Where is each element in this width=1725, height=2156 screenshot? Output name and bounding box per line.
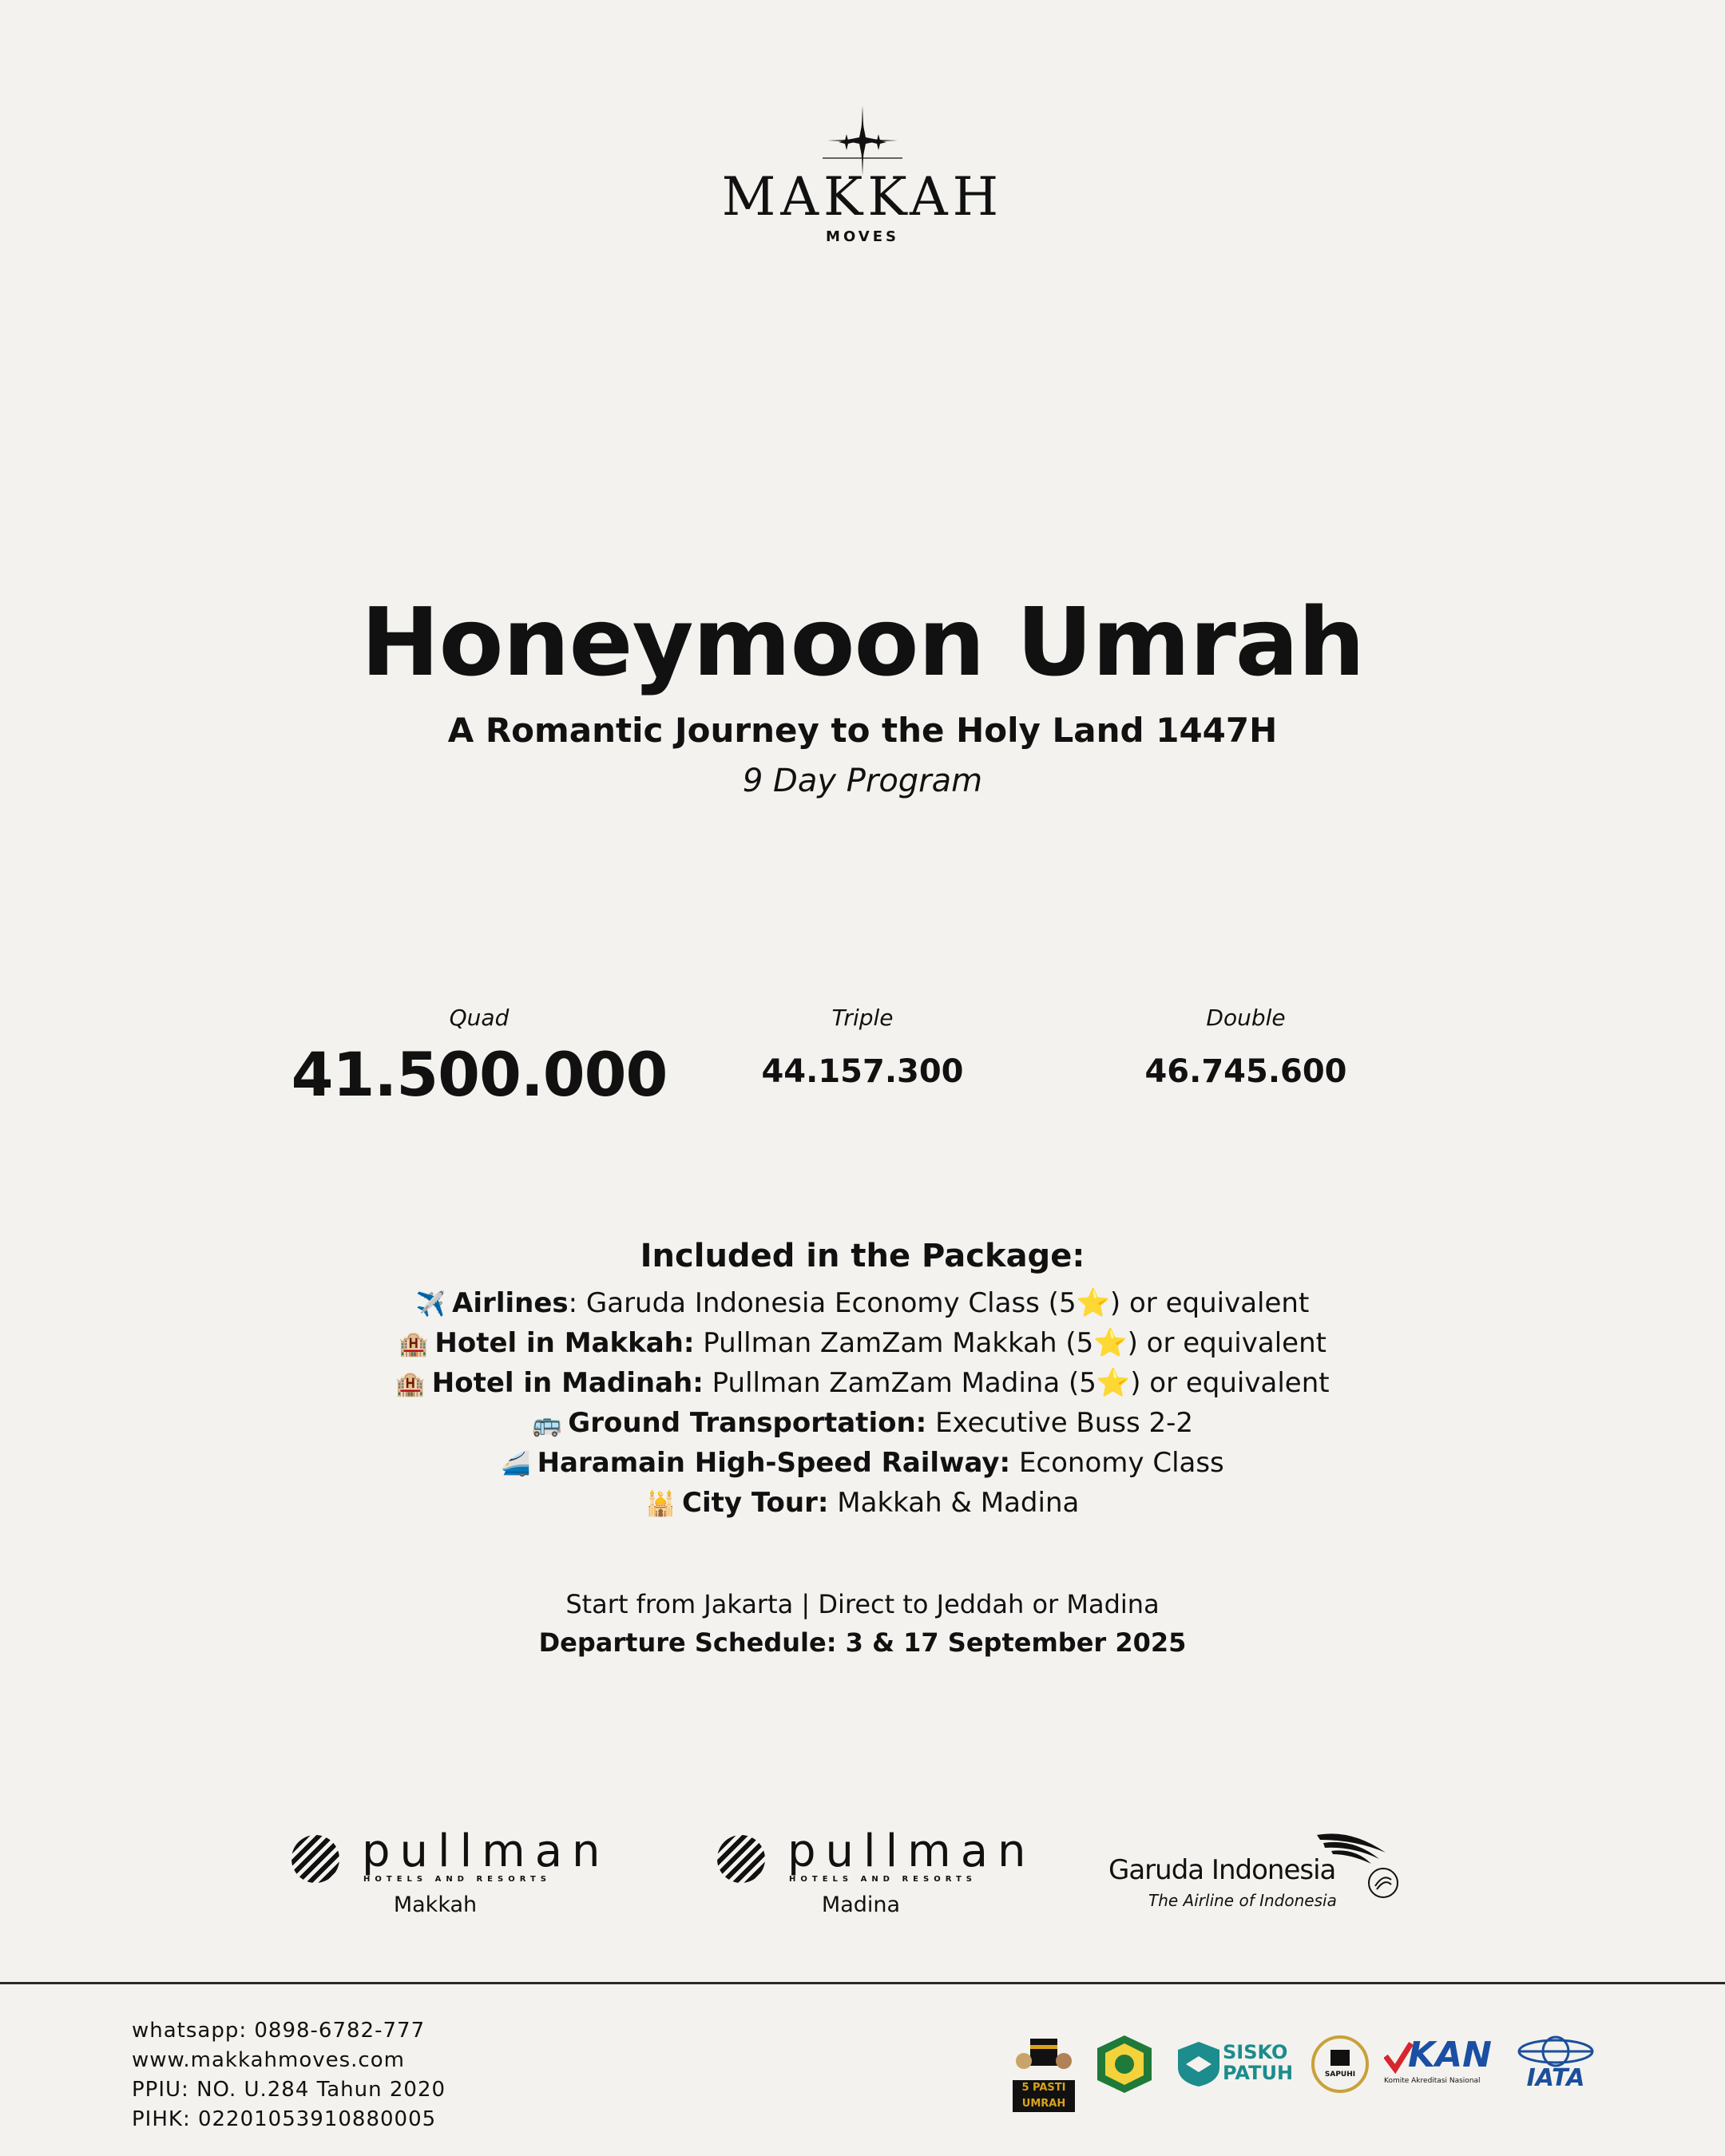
website-link[interactable]: www.makkahmoves.com: [132, 2048, 405, 2072]
item-label: City Tour:: [682, 1487, 829, 1519]
item-label: Ground Transportation:: [568, 1407, 927, 1439]
sapuhi-badge: [1308, 2032, 1372, 2096]
partner-city: Madina: [821, 1892, 901, 1917]
start-info: Start from Jakarta | Direct to Jeddah or Madina: [565, 1589, 1160, 1619]
pullman-madina-logo: [717, 1825, 1036, 1917]
hotel-icon: 🏨: [399, 1330, 429, 1358]
skyteam-icon: [1366, 1865, 1401, 1900]
list-item: [0, 1364, 1725, 1404]
price-label: Triple: [831, 1005, 894, 1031]
sapuhi-emblem-icon: [1308, 2032, 1372, 2096]
item-text: Economy Class: [1010, 1447, 1224, 1479]
pullman-wordmark: pullman: [362, 1825, 610, 1877]
bus-icon: 🚌: [531, 1410, 562, 1438]
list-item: [0, 1404, 1725, 1444]
ppiu-license: PPIU: NO. U.284 Tahun 2020: [132, 2078, 446, 2102]
kemenag-badge-icon: [1092, 2032, 1156, 2096]
list-item: [0, 1444, 1725, 1484]
brand-sub: MOVES: [826, 228, 899, 245]
pullman-wordmark: pullman: [787, 1825, 1036, 1877]
garuda-wordmark: Garuda Indonesia: [1108, 1854, 1336, 1886]
list-item: [0, 1324, 1725, 1364]
item-text: Pullman ZamZam Makkah (5⭐) or equivalent: [694, 1327, 1326, 1359]
pullman-subline: HOTELS AND RESORTS: [363, 1875, 551, 1884]
item-label: Hotel in Madinah:: [431, 1367, 704, 1399]
kan-badge: [1384, 2035, 1504, 2095]
inclusions-heading: Included in the Package:: [640, 1238, 1085, 1274]
hotel-icon: 🏨: [395, 1370, 426, 1398]
departure-schedule: Departure Schedule: 3 & 17 September 2025: [538, 1627, 1187, 1658]
brand-name: MAKKAH: [721, 166, 1004, 228]
item-text: Pullman ZamZam Madina (5⭐) or equivalent: [703, 1367, 1330, 1399]
price-label: Double: [1206, 1005, 1286, 1031]
item-label: Haramain High-Speed Railway:: [537, 1447, 1011, 1479]
price-double: [1006, 1005, 1485, 1090]
item-label: Hotel in Makkah:: [434, 1327, 695, 1359]
footer-divider: [0, 1982, 1725, 1984]
price-label: Quad: [449, 1005, 510, 1031]
iata-badge: [1516, 2035, 1596, 2095]
sisko-label: SISKO: [1223, 2041, 1288, 2063]
sisko-shield-icon: [1176, 2040, 1221, 2088]
sapuhi-label: SAPUHI: [1324, 2071, 1356, 2079]
iata-label: IATA: [1526, 2064, 1585, 2092]
price-value: 46.745.600: [1144, 1053, 1347, 1090]
list-item: [0, 1284, 1725, 1324]
pihk-license: PIHK: 02201053910880005: [132, 2107, 437, 2131]
program-duration: 9 Day Program: [742, 763, 983, 799]
item-label: Airlines: [452, 1287, 569, 1319]
garuda-tagline: The Airline of Indonesia: [1148, 1891, 1337, 1910]
kan-subtitle: Komite Akreditasi Nasional: [1384, 2077, 1481, 2085]
airplane-icon: ✈️: [415, 1290, 446, 1318]
garuda-indonesia-logo: [1106, 1829, 1441, 1916]
price-value: 44.157.300: [761, 1053, 964, 1090]
sisko-patuh-badge: [1176, 2040, 1296, 2096]
iata-globe-icon: [1516, 2035, 1596, 2067]
item-text: Makkah & Madina: [828, 1487, 1080, 1519]
item-text: : Garuda Indonesia Economy Class (5⭐) or equivalent: [568, 1287, 1310, 1319]
inclusions-list: [0, 1284, 1725, 1524]
kaaba-icon: [1013, 2032, 1075, 2077]
garuda-bird-icon: [1315, 1829, 1387, 1869]
partner-city: Makkah: [393, 1892, 478, 1917]
price-value: 41.500.000: [291, 1039, 668, 1110]
contact-info: [132, 2016, 446, 2134]
pullman-subline: HOTELS AND RESORTS: [789, 1875, 977, 1884]
pullman-emblem-icon: [291, 1835, 339, 1883]
certification-badges: [1013, 2032, 1596, 2110]
train-icon: 🚄: [501, 1450, 531, 1478]
pasti-umrah-label: 5 PASTI UMRAH: [1013, 2080, 1075, 2112]
whatsapp-contact[interactable]: whatsapp: 0898-6782-777: [132, 2019, 426, 2043]
list-item: [0, 1484, 1725, 1524]
kan-label: KAN: [1408, 2035, 1492, 2075]
page-subtitle: A Romantic Journey to the Holy Land 1447H: [447, 711, 1278, 750]
pullman-makkah-logo: [291, 1825, 610, 1917]
mosque-icon: 🕌: [645, 1490, 676, 1518]
patuh-label: PATUH: [1223, 2062, 1294, 2084]
page-title: Honeymoon Umrah: [360, 587, 1365, 697]
pasti-umrah-badge: [1013, 2032, 1075, 2110]
pullman-emblem-icon: [717, 1835, 765, 1883]
item-text: Executive Buss 2-2: [926, 1407, 1194, 1439]
